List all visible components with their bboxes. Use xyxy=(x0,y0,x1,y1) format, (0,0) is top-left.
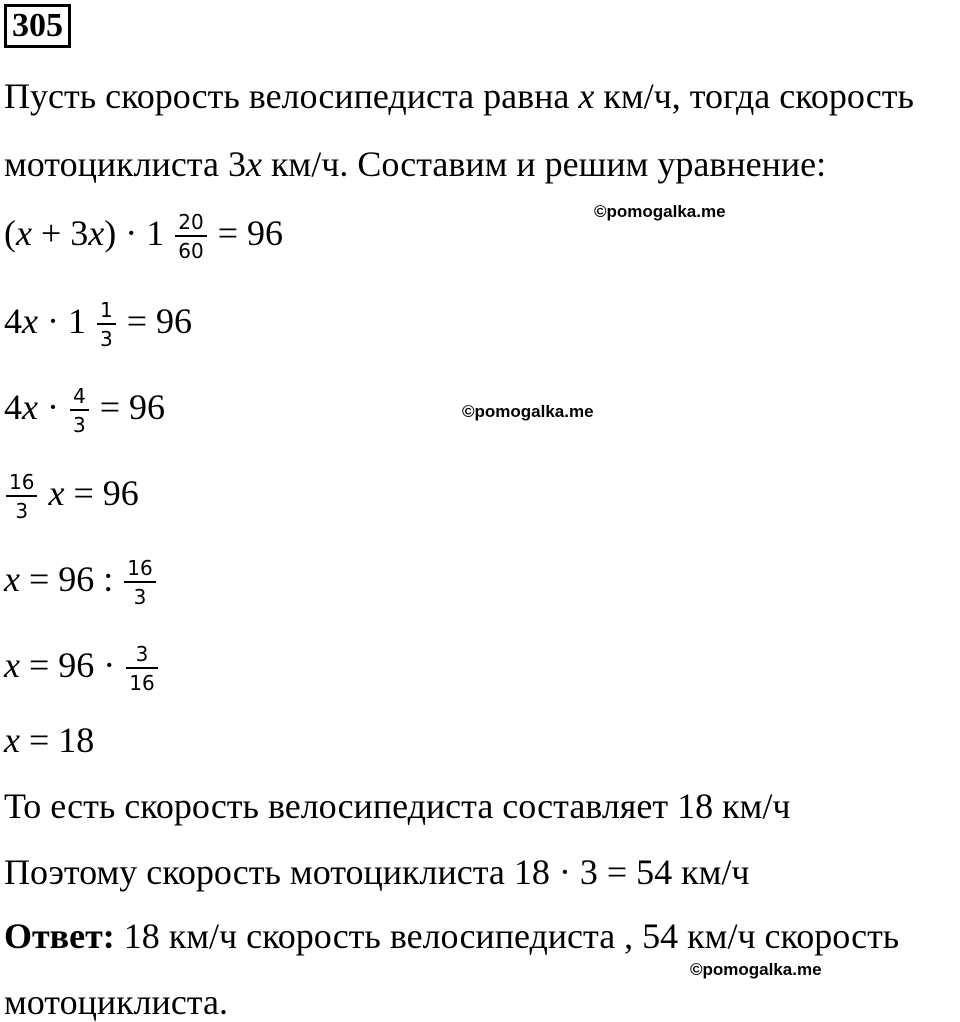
watermark: ©pomogalka.me xyxy=(690,960,822,979)
answer-line: Ответ: 18 км/ч скорость велосипедиста , 54 км/ч скорость xyxy=(4,916,900,956)
fraction: $\frac{16}{3}$ xyxy=(6,472,37,521)
problem-number: 305 xyxy=(4,4,71,48)
watermark: ©pomogalka.me xyxy=(594,202,726,221)
answer-label: Ответ: xyxy=(4,916,115,956)
fraction: $\frac{1}{3}$ xyxy=(97,300,116,349)
fraction: $\frac{4}{3}$ xyxy=(70,386,89,435)
fraction: $\frac{3}{16}$ xyxy=(126,644,157,693)
fraction: $\frac{20}{60}$ xyxy=(175,212,206,261)
equation-5: x = 96 : $\frac{16}{3}$ xyxy=(4,558,158,607)
equation-4: $\frac{16}{3}$ x = 96 xyxy=(4,472,139,521)
equation-3: 4x · $\frac{4}{3}$ = 96 xyxy=(4,384,166,437)
conclusion-line-2: Поэтому скорость мотоциклиста 18 · 3 = 54 км/ч xyxy=(4,852,750,892)
equation-7: x = 18 xyxy=(4,720,95,760)
equation-6: x = 96 · $\frac{3}{16}$ xyxy=(4,644,160,693)
watermark: ©pomogalka.me xyxy=(462,402,594,421)
conclusion-line-1: То есть скорость велосипедиста составляет 18 км/ч xyxy=(4,786,791,826)
equation-1: (x + 3x) · 1 $\frac{20}{60}$ = 96 xyxy=(4,210,284,263)
fraction: $\frac{16}{3}$ xyxy=(124,558,155,607)
answer-line-2: мотоциклиста. xyxy=(4,982,228,1022)
equation-2: 4x · 1 $\frac{1}{3}$ = 96 xyxy=(4,298,193,351)
intro-line-1: Пусть скорость велосипедиста равна x км/ч, тогда скорость xyxy=(4,76,914,116)
intro-line-2: мотоциклиста 3x км/ч. Составим и решим уравнение: xyxy=(4,144,827,184)
